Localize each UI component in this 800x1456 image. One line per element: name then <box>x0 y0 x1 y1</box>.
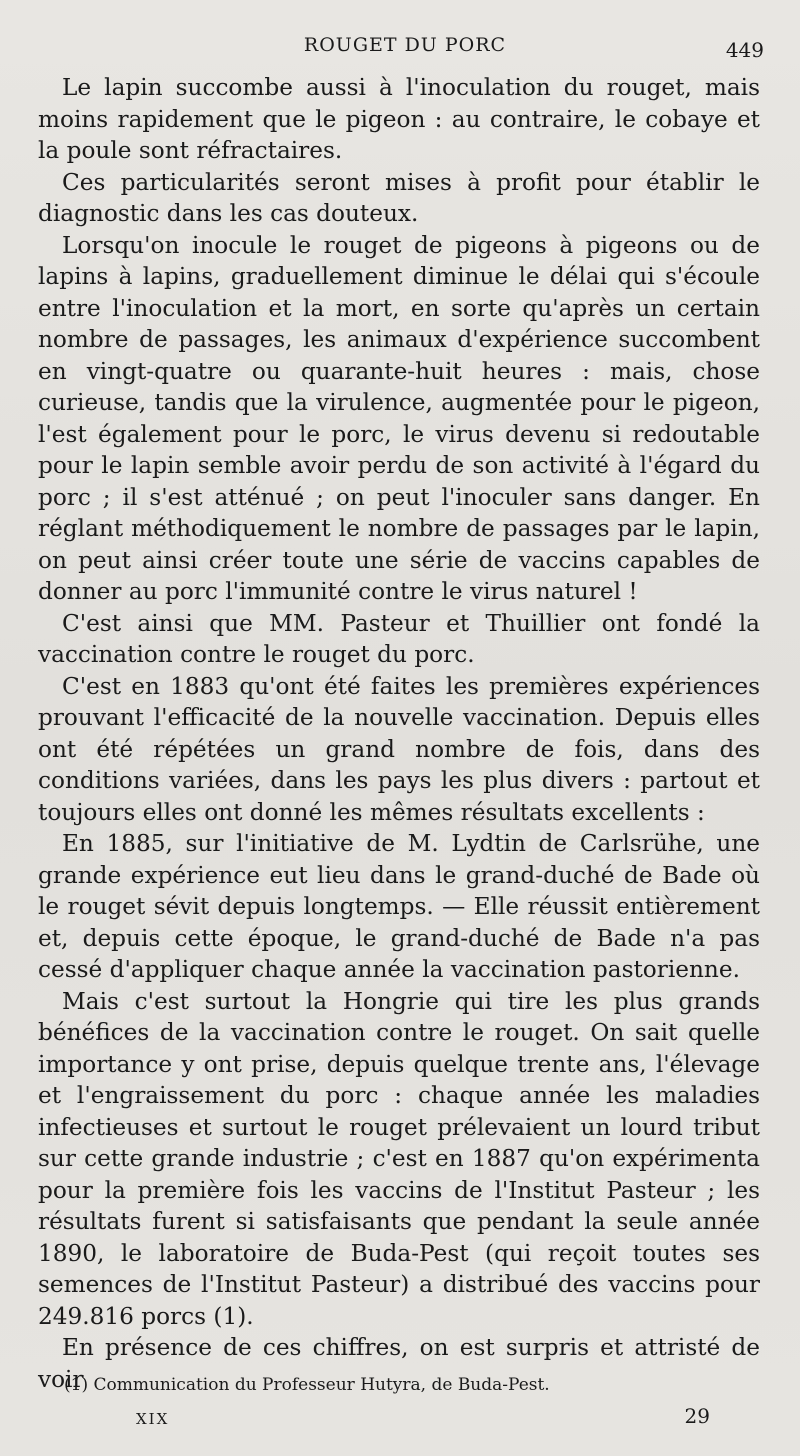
page-number: 449 <box>725 38 764 62</box>
signature-mark: XIX <box>136 1410 170 1428</box>
page-footer <box>40 1404 770 1434</box>
paragraph: Mais c'est surtout la Hongrie qui tire les plus grands bénéfices de la vaccination contre le rouget. On sait quelle importance y ont prise, depuis quelque trente ans, l'élevage et l'engraissement du porc : chaque année les maladies infectieuses et surtout le rouget prélevaient un lourd tribut sur cette grande industrie ; c'est en 1887 qu'on expérimenta pour la première fois les vaccins de l'Institut Pasteur ; les résultats furent si satisfaisants que pendant la seule année 1890, le laboratoire de Buda-Pest (qui reçoit toutes ses semences de l'Institut Pasteur) a distribué des vaccins pour 249.816 porcs (1). <box>38 987 760 1330</box>
sheet-number: 29 <box>684 1404 710 1428</box>
paragraph: En 1885, sur l'initiative de M. Lydtin de Carlsrühe, une grande expérience eut lieu dans le grand-duché de Bade où le rouget sévit depuis longtemps. — Elle réussit entièrement et, depuis cette époque, le grand-duché de Bade n'a pas cessé d'appliquer chaque année la vaccination pastorienne. <box>38 830 760 983</box>
paragraph: Lorsqu'on inocule le rouget de pigeons à pigeons ou de lapins à lapins, graduellement diminue le délai qui s'écoule entre l'inoculation et la mort, en sorte qu'après un certain nombre de passages, les animaux d'expérience succombent en vingt-quatre ou quarante-huit heures : mais, chose curieuse, tandis que la virulence, augmentée pour le pigeon, l'est également pour le porc, le virus devenu si redoutable pour le lapin semble avoir perdu de son activité à l'égard du porc ; il s'est atténué ; on peut l'inoculer sans danger. En réglant méthodiquement le nombre de passages par le lapin, on peut ainsi créer toute une série de vaccins capables de donner au porc l'immunité contre le virus naturel ! <box>38 231 760 605</box>
body-text <box>38 72 760 1395</box>
paragraph: En présence de ces chiffres, on est surpris et attristé de voir <box>38 1334 760 1393</box>
paragraph: C'est ainsi que MM. Pasteur et Thuillier ont fondé la vaccination contre le rouget du porc. <box>38 609 760 668</box>
paragraph: Ces particularités seront mises à profit pour établir le diagnostic dans les cas douteux. <box>38 168 760 227</box>
footnote: (1) Communication du Professeur Hutyra, de Buda-Pest. <box>64 1375 550 1395</box>
paragraph: Le lapin succombe aussi à l'inoculation du rouget, mais moins rapidement que le pigeon : au contraire, le cobaye et la poule sont réfractaires. <box>38 74 760 164</box>
paragraph: C'est en 1883 qu'ont été faites les premières expériences prouvant l'efficacité de la nouvelle vaccination. Depuis elles ont été répétées un grand nombre de fois, dans des conditions variées, dans les pays les plus divers : partout et toujours elles ont donné les mêmes résultats excellents : <box>38 672 760 826</box>
page-header <box>40 34 770 64</box>
running-title: ROUGET DU PORC <box>303 34 507 56</box>
